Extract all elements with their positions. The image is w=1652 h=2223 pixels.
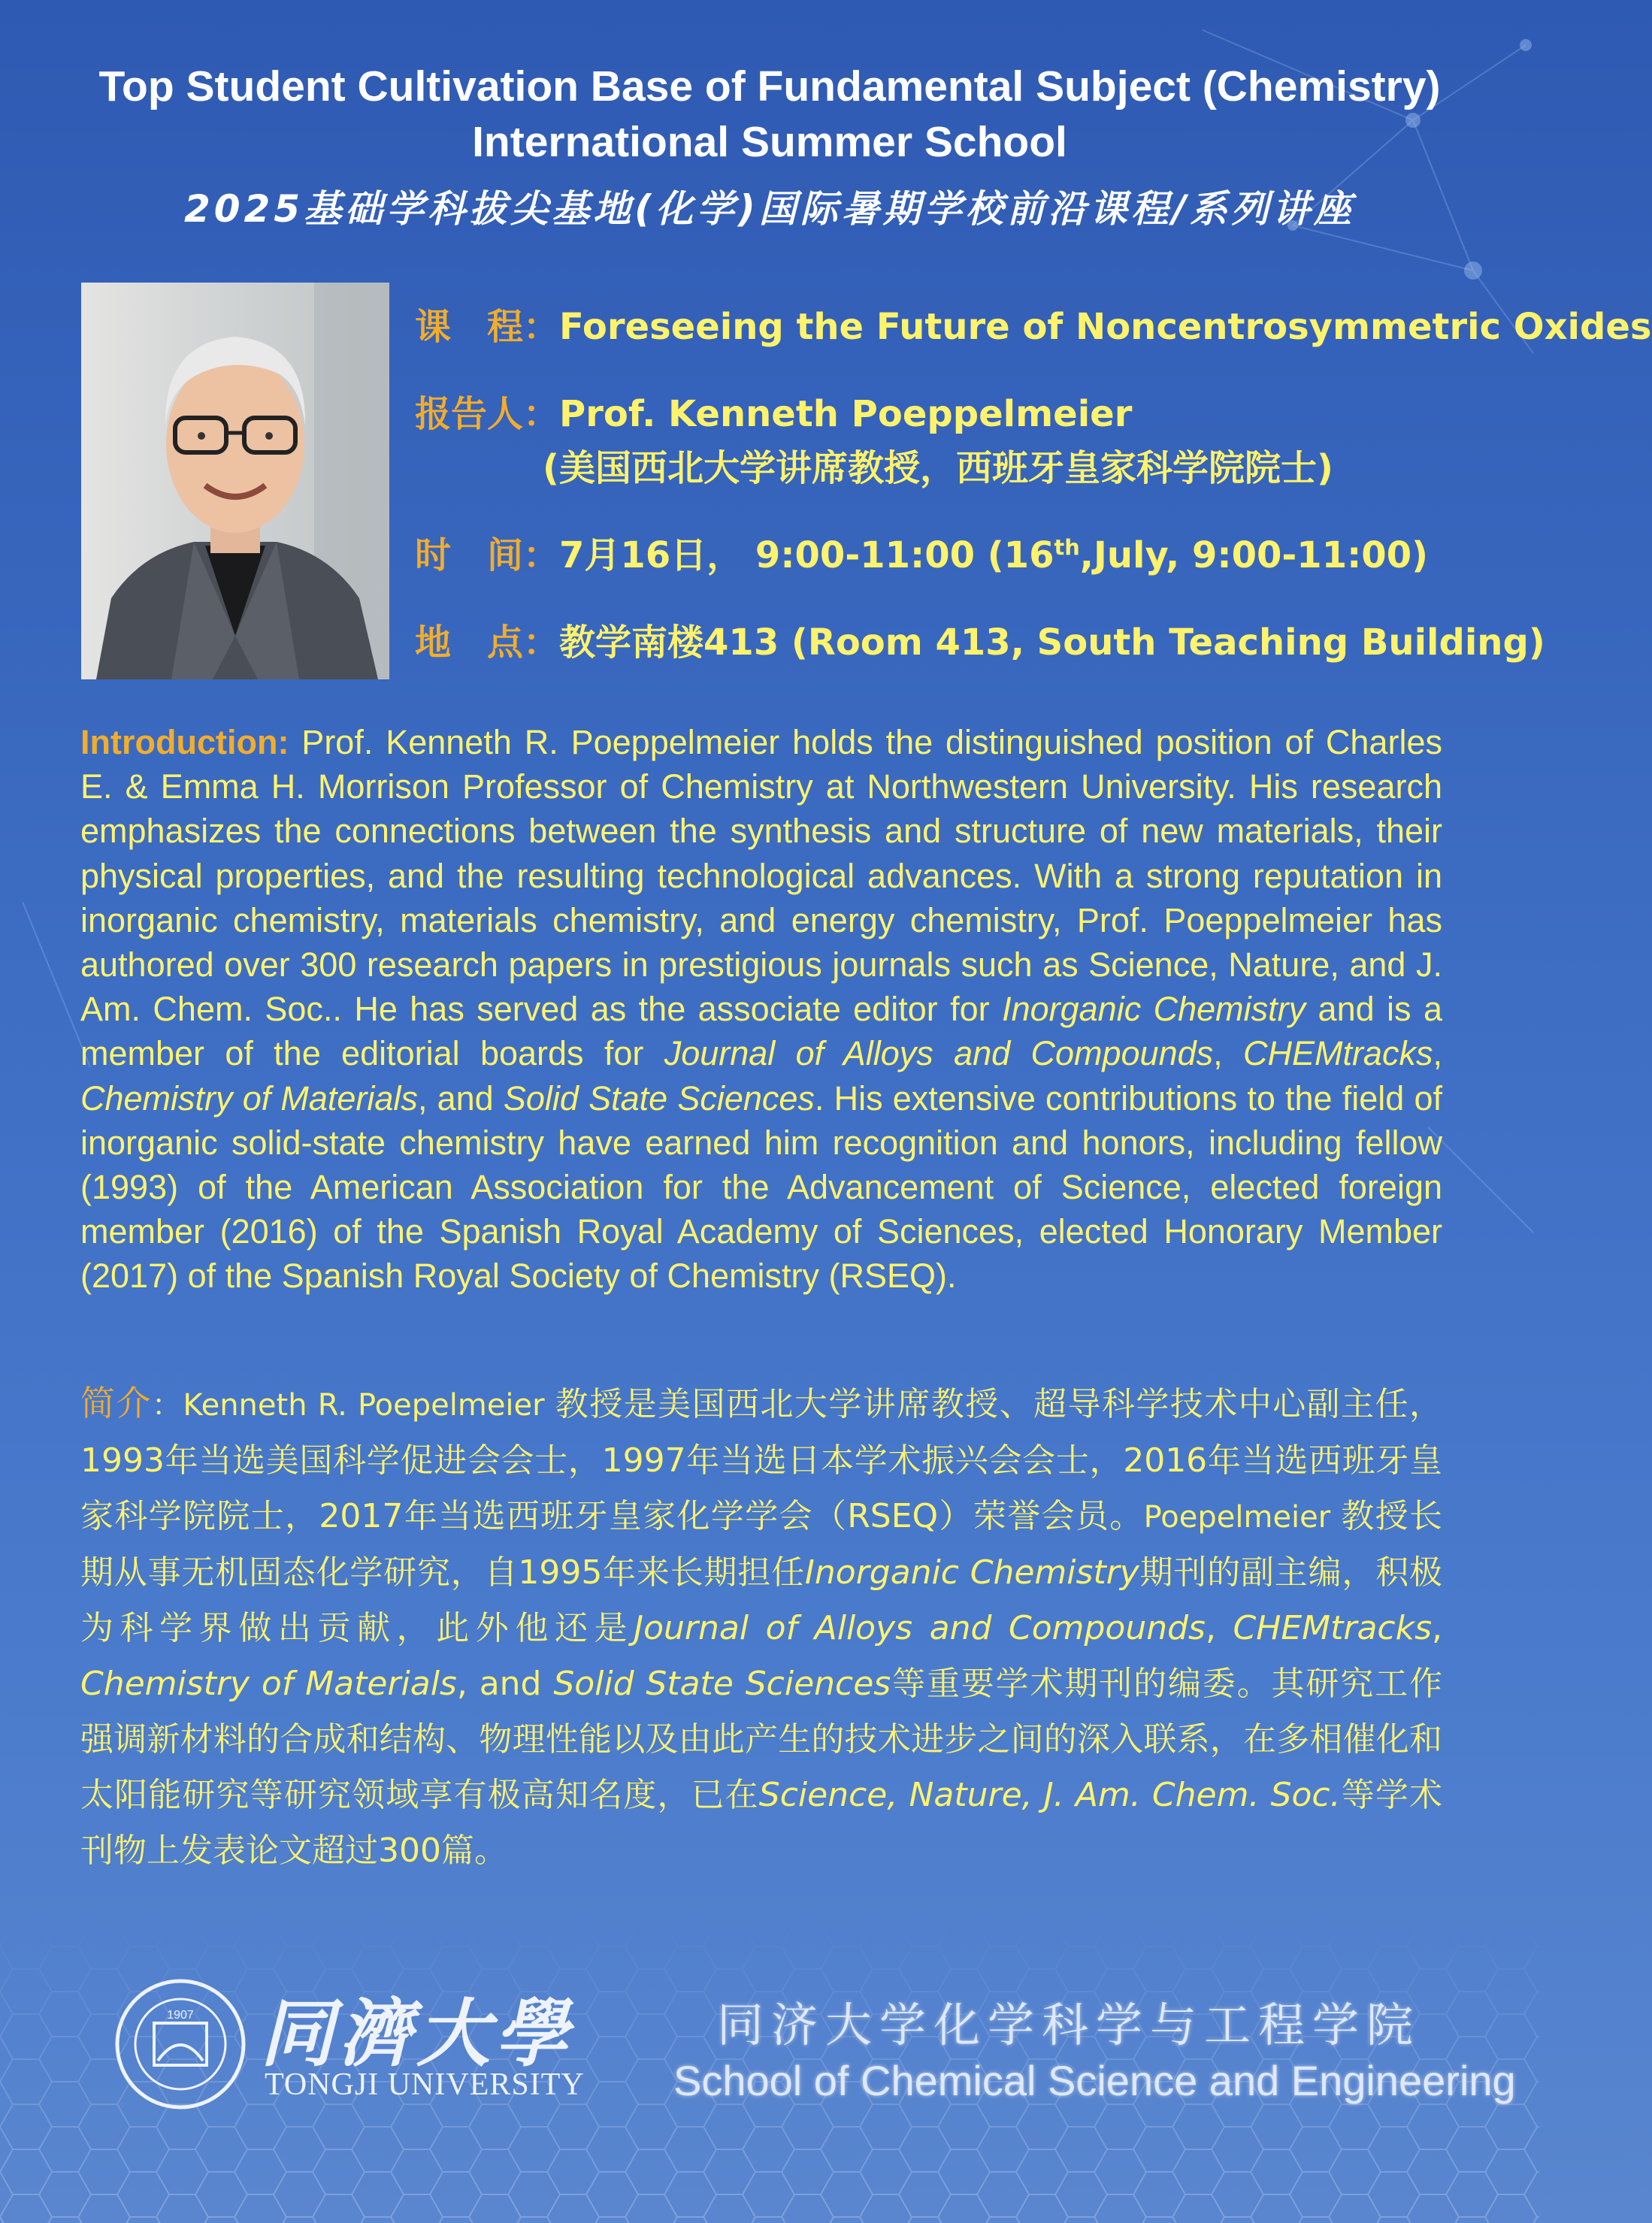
title-line-2: International Summer School (472, 118, 1067, 166)
place-label: 地 点： (415, 622, 560, 664)
speaker-title-row (543, 439, 1333, 491)
intro-lead: Introduction: (80, 723, 289, 761)
course-row (415, 298, 1652, 349)
header (0, 59, 1539, 233)
speaker-photo (81, 283, 389, 679)
time-label: 时 间： (415, 534, 560, 576)
course-label: 课 程： (415, 306, 560, 348)
chinese-introduction: 简介：Kenneth R. Poepelmeier 教授是美国西北大学讲席教授、超导科学技术中心副主任，1993年当选美国科学促进会会士，1997年当选日本学术振兴会会士，2016年当选西班牙皇家科学院院士，2017年当选西班牙皇家化学学会（RSEQ）荣誉会员。Poepelmeier 教授长期从事无机固态化学研究，自1995年来长期担任Inorganic Chemistry期刊的副主编，积极为科学界做出贡献，此外他还是Journal of Alloys and Compounds, CHEMtracks, Chemistry of Materials, and Solid State Sciences等重要学术期刊的编委。其研究工作强调新材料的合成和结构、物理性能以及由此产生的技术进步之间的深入联系，在多相催化和太阳能研究等研究领域享有极高知名度，已在Science, Nature, J. Am. Chem. Soc.等学术刊物上发表论文超过300篇。 (80, 1383, 1443, 1870)
tongji-university-chinese: 同濟大學 (260, 1991, 573, 2077)
time-row (415, 526, 1428, 578)
time-value: 7月16日， 9:00-11:00 (16th,July, 9:00-11:00) (559, 534, 1429, 576)
place-value: 教学南楼413 (Room 413, South Teaching Building) (559, 622, 1545, 664)
cn-intro-lead: 简介 (80, 1383, 152, 1423)
chinese-title: 2025基础学科拔尖基地(化学)国际暑期学校前沿课程/系列讲座 (183, 187, 1356, 231)
speaker-label: 报告人： (415, 393, 560, 435)
title-line-1: Top Student Cultivation Base of Fundamental Subject (Chemistry) (98, 62, 1441, 110)
school-name-chinese: 同济大学化学科学与工程学院 (717, 1998, 1421, 2052)
english-introduction: Introduction: Prof. Kenneth R. Poeppelmeier holds the distinguished position of Charles E. & Emma H. Morrison Professor of Chemistry at Northwestern University. His research emphasizes the connections between the synthesis and structure of new materials, their physical properties, and the resulting technological advances. With a strong reputation in inorganic chemistry, materials chemistry, and energy chemistry, Prof. Poeppelmeier has authored over 300 research papers in prestigious journals such as Science, Nature, and J. Am. Chem. Soc.. He has served as the associate editor for Inorganic Chemistry and is a member of the editorial boards for Journal of Alloys and Compounds, CHEMtracks, Chemistry of Materials, and Solid State Sciences. His extensive contributions to the field of inorganic solid-state chemistry have earned him recognition and honors, including fellow (1993) of the American Association for the Advancement of Science, elected foreign member (2016) of the Spanish Royal Academy of Sciences, elected Honorary Member (2017) of the Spanish Royal Society of Chemistry (RSEQ). (80, 723, 1443, 1296)
speaker-name: Prof. Kenneth Poeppelmeier (559, 393, 1133, 435)
seal-year: 1907 (167, 2009, 194, 2022)
place-row (415, 613, 1545, 665)
school-name-english: School of Chemical Science and Engineering (673, 2057, 1516, 2104)
course-value: Foreseeing the Future of Noncentrosymmetric Oxides (559, 306, 1652, 348)
speaker-title: (美国西北大学讲席教授，西班牙皇家科学院院士) (543, 447, 1333, 489)
tongji-seal-logo (113, 1977, 248, 2112)
speaker-row (415, 385, 1132, 437)
tongji-university-english: TONGJI UNIVERSITY (265, 2067, 585, 2102)
